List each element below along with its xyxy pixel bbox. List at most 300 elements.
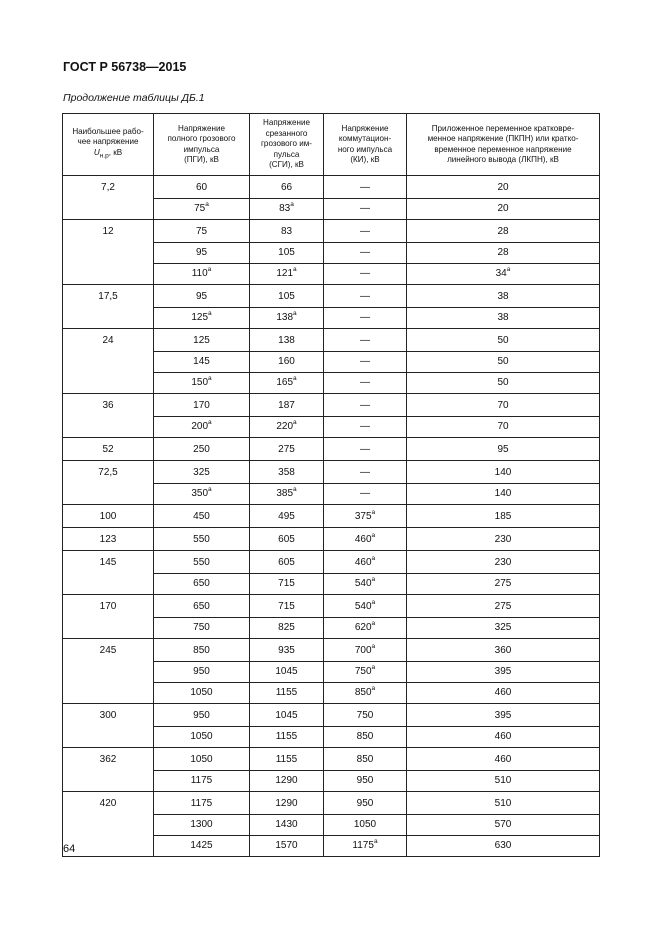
cell-sgi-value: 1430	[275, 819, 298, 830]
footnote-marker: a	[371, 643, 376, 650]
col-header-rated-voltage: Наибольшее рабо- чее напряжение $U_{н.р}$, кВ	[63, 114, 154, 176]
cell-pgi-value: 1175	[190, 775, 213, 786]
cell-pkpn	[407, 771, 600, 792]
cell-rated-voltage: 12	[63, 220, 154, 285]
cell-ki	[324, 505, 407, 528]
cell-pkpn	[407, 352, 600, 373]
cell-pkpn-value: 510	[494, 798, 512, 809]
table-body	[63, 176, 600, 857]
cell-pgi	[154, 176, 250, 199]
voltage-table	[62, 113, 600, 857]
cell-pgi-value: 750	[193, 622, 210, 633]
cell-pkpn	[407, 618, 600, 639]
cell-pgi-value: 75	[194, 203, 206, 214]
cell-ki-value: —	[360, 226, 370, 237]
cell-ki-value: —	[360, 488, 370, 499]
cell-pgi-value: 60	[195, 182, 208, 193]
cell-sgi	[250, 220, 324, 243]
cell-rated-voltage: 170	[63, 595, 154, 639]
cell-sgi	[250, 815, 324, 836]
cell-pkpn	[407, 704, 600, 727]
cell-sgi-value: 275	[278, 444, 295, 455]
cell-pkpn	[407, 528, 600, 551]
cell-ki	[324, 815, 407, 836]
col-header-pgi: Напряжение полного грозового импульса (ПГИ), кВ	[154, 114, 250, 176]
cell-sgi-value: 165	[276, 377, 294, 388]
cell-pkpn-value: 50	[497, 377, 509, 388]
table-row	[63, 394, 600, 417]
cell-sgi-value: 605	[278, 534, 295, 545]
cell-ki-value: 375	[354, 511, 372, 522]
cell-ki-value: 850	[356, 754, 374, 765]
cell-rated-voltage: 72,5	[63, 461, 154, 505]
cell-pkpn-value: 70	[497, 421, 509, 432]
cell-pgi-value: 125	[193, 335, 210, 346]
cell-pkpn-value: 34	[495, 268, 507, 279]
cell-ki	[324, 662, 407, 683]
cell-sgi	[250, 505, 324, 528]
cell-pkpn-value: 28	[497, 226, 509, 237]
cell-pgi-value: 95	[195, 291, 208, 302]
cell-ki	[324, 727, 407, 748]
cell-sgi-value: 66	[280, 182, 293, 193]
cell-rated-voltage: 7,2	[63, 176, 154, 220]
cell-sgi	[250, 574, 324, 595]
cell-pkpn	[407, 815, 600, 836]
cell-sgi	[250, 394, 324, 417]
cell-pgi-value: 950	[193, 666, 210, 677]
col-header-pkpn: Приложенное переменное кратковре- менное напряжение (ПКПН) или кратко- временное переменное напряжение линейного вывода (ЛКПН), кВ	[407, 114, 600, 176]
cell-pgi	[154, 528, 250, 551]
cell-ki-value: 700	[354, 645, 372, 656]
col-header-sgi: Напряжение срезанного грозового им- пульса (СГИ), кВ	[250, 114, 324, 176]
cell-sgi-value: 495	[278, 511, 295, 522]
footnote-marker: a	[208, 310, 212, 317]
footnote-marker: a	[207, 266, 212, 273]
cell-rated-voltage: 123	[63, 528, 154, 551]
cell-pgi	[154, 417, 250, 438]
cell-sgi	[250, 727, 324, 748]
cell-pgi	[154, 836, 250, 857]
cell-ki-value: —	[360, 335, 370, 346]
col-header-ki: Напряжение коммутацион- ного импульса (КИ), кВ	[324, 114, 407, 176]
cell-ki	[324, 484, 407, 505]
cell-ki-value: —	[360, 203, 370, 214]
cell-ki-value: —	[360, 467, 370, 478]
footnote-marker: a	[293, 266, 297, 273]
cell-sgi-value: 138	[276, 312, 294, 323]
cell-ki-value: 460	[354, 557, 372, 568]
cell-rated-voltage: 362	[63, 748, 154, 792]
table-caption: Продолжение таблицы ДБ.1	[63, 92, 205, 104]
table-header	[63, 114, 600, 176]
cell-ki-value: 1175	[352, 840, 374, 851]
cell-pgi	[154, 329, 250, 352]
cell-ki	[324, 417, 407, 438]
cell-rated-voltage: 24	[63, 329, 154, 394]
cell-sgi-value: 220	[276, 421, 294, 432]
cell-ki	[324, 243, 407, 264]
cell-pkpn	[407, 792, 600, 815]
cell-sgi	[250, 352, 324, 373]
cell-sgi-value: 138	[278, 335, 295, 346]
cell-pkpn	[407, 220, 600, 243]
cell-sgi	[250, 704, 324, 727]
cell-pgi	[154, 639, 250, 662]
cell-ki-value: —	[360, 312, 370, 323]
cell-pkpn-value: 360	[494, 645, 512, 656]
table-row	[63, 595, 600, 618]
cell-pkpn-value: 230	[494, 534, 512, 545]
cell-pgi-value: 850	[193, 645, 210, 656]
cell-pkpn	[407, 836, 600, 857]
cell-pgi-value: 550	[193, 534, 210, 545]
cell-pkpn	[407, 438, 600, 461]
cell-ki-value: —	[360, 268, 370, 279]
cell-pkpn-value: 395	[494, 666, 512, 677]
cell-ki-value: —	[360, 247, 370, 258]
table-row	[63, 285, 600, 308]
cell-pkpn-value: 460	[494, 687, 512, 698]
cell-pkpn	[407, 505, 600, 528]
footnote-marker: a	[371, 555, 376, 562]
cell-pgi	[154, 373, 250, 394]
cell-ki-value: —	[360, 356, 370, 367]
cell-ki	[324, 220, 407, 243]
cell-pkpn-value: 95	[497, 444, 509, 455]
cell-sgi	[250, 662, 324, 683]
cell-pgi	[154, 574, 250, 595]
cell-rated-voltage: 17,5	[63, 285, 154, 329]
cell-sgi	[250, 264, 324, 285]
cell-pkpn	[407, 683, 600, 704]
cell-ki-value: 750	[354, 666, 372, 677]
cell-pgi	[154, 243, 250, 264]
cell-sgi	[250, 484, 324, 505]
cell-sgi	[250, 329, 324, 352]
cell-pkpn-value: 140	[494, 467, 512, 478]
cell-sgi-value: 1045	[275, 666, 298, 677]
cell-sgi-value: 121	[276, 268, 294, 279]
cell-pkpn-value: 70	[497, 400, 509, 411]
table-row	[63, 505, 600, 528]
cell-sgi-value: 83	[280, 226, 293, 237]
cell-pkpn-value: 570	[494, 819, 512, 830]
cell-pgi	[154, 815, 250, 836]
cell-sgi-value: 1155	[275, 731, 298, 742]
cell-ki-value: 540	[354, 578, 372, 589]
footnote-marker: a	[373, 838, 378, 845]
cell-pkpn	[407, 285, 600, 308]
cell-pgi-value: 1300	[190, 819, 213, 830]
cell-rated-voltage: 100	[63, 505, 154, 528]
cell-pgi	[154, 199, 250, 220]
cell-pkpn	[407, 484, 600, 505]
cell-pkpn	[407, 308, 600, 329]
cell-ki-value: 540	[354, 601, 372, 612]
cell-pgi-value: 150	[191, 377, 209, 388]
cell-ki	[324, 438, 407, 461]
cell-pkpn-value: 275	[494, 601, 512, 612]
cell-ki-value: 850	[354, 687, 372, 698]
cell-rated-voltage: 52	[63, 438, 154, 461]
cell-pgi	[154, 264, 250, 285]
cell-sgi	[250, 748, 324, 771]
cell-sgi-value: 825	[278, 622, 295, 633]
cell-ki	[324, 352, 407, 373]
cell-sgi	[250, 618, 324, 639]
cell-sgi	[250, 199, 324, 220]
cell-pgi	[154, 484, 250, 505]
cell-sgi-value: 83	[279, 203, 291, 214]
cell-pkpn	[407, 373, 600, 394]
cell-pgi	[154, 792, 250, 815]
cell-sgi	[250, 551, 324, 574]
cell-pkpn-value: 20	[497, 203, 509, 214]
cell-sgi-value: 1045	[275, 710, 298, 721]
cell-pgi-value: 650	[193, 578, 210, 589]
cell-ki	[324, 329, 407, 352]
cell-pkpn	[407, 394, 600, 417]
cell-sgi-value: 1570	[275, 840, 298, 851]
cell-sgi	[250, 285, 324, 308]
footnote-marker: a	[293, 486, 297, 493]
footnote-marker: a	[371, 599, 376, 606]
cell-ki	[324, 618, 407, 639]
footnote-marker: a	[371, 576, 376, 583]
cell-sgi-value: 935	[278, 645, 295, 656]
cell-rated-voltage: 300	[63, 704, 154, 748]
cell-pgi	[154, 394, 250, 417]
table-row	[63, 461, 600, 484]
cell-pgi-value: 110	[191, 268, 208, 279]
cell-pgi-value: 1175	[190, 798, 213, 809]
cell-pgi	[154, 595, 250, 618]
cell-pkpn	[407, 199, 600, 220]
cell-rated-voltage: 36	[63, 394, 154, 438]
cell-ki	[324, 394, 407, 417]
cell-pgi	[154, 438, 250, 461]
footnote-marker: a	[208, 419, 212, 426]
cell-sgi	[250, 792, 324, 815]
cell-ki	[324, 461, 407, 484]
rated-voltage-symbol: $U_{н.р}$, кВ	[93, 147, 123, 160]
footnote-marker: a	[371, 664, 376, 671]
cell-pgi-value: 450	[193, 511, 210, 522]
footnote-marker: a	[293, 419, 297, 426]
cell-sgi-value: 1155	[275, 687, 298, 698]
cell-pkpn-value: 185	[494, 511, 512, 522]
cell-pgi-value: 95	[195, 247, 208, 258]
cell-rated-voltage: 145	[63, 551, 154, 595]
cell-pgi	[154, 618, 250, 639]
cell-pgi-value: 350	[191, 488, 209, 499]
cell-sgi-value: 1290	[275, 798, 298, 809]
cell-pkpn	[407, 639, 600, 662]
cell-pkpn	[407, 662, 600, 683]
cell-ki-value: —	[360, 291, 370, 302]
cell-pgi	[154, 308, 250, 329]
footnote-marker: a	[371, 509, 376, 516]
cell-pkpn-value: 38	[497, 291, 509, 302]
cell-sgi-value: 1155	[275, 754, 298, 765]
cell-pgi	[154, 771, 250, 792]
cell-sgi	[250, 639, 324, 662]
cell-sgi	[250, 308, 324, 329]
cell-ki-value: 750	[356, 710, 374, 721]
cell-sgi	[250, 683, 324, 704]
cell-ki	[324, 551, 407, 574]
cell-pkpn-value: 395	[494, 710, 512, 721]
cell-pkpn	[407, 748, 600, 771]
cell-pgi	[154, 285, 250, 308]
cell-pgi	[154, 461, 250, 484]
cell-ki	[324, 792, 407, 815]
cell-ki-value: —	[360, 421, 370, 432]
footnote-marker: a	[371, 532, 376, 539]
cell-pkpn	[407, 727, 600, 748]
cell-pkpn-value: 510	[494, 775, 512, 786]
cell-sgi-value: 605	[278, 557, 295, 568]
cell-sgi-value: 1290	[275, 775, 298, 786]
table-row	[63, 176, 600, 199]
cell-pkpn-value: 275	[494, 578, 512, 589]
cell-pgi-value: 1425	[190, 840, 213, 851]
table-row	[63, 551, 600, 574]
cell-ki-value: 950	[356, 798, 374, 809]
cell-ki	[324, 683, 407, 704]
cell-ki	[324, 308, 407, 329]
cell-pgi	[154, 683, 250, 704]
cell-ki	[324, 748, 407, 771]
cell-sgi	[250, 461, 324, 484]
cell-ki	[324, 574, 407, 595]
cell-pgi-value: 1050	[190, 754, 213, 765]
cell-pkpn	[407, 574, 600, 595]
cell-sgi	[250, 438, 324, 461]
cell-ki	[324, 528, 407, 551]
cell-pgi-value: 1050	[190, 731, 213, 742]
footnote-marker: a	[371, 620, 376, 627]
table-row	[63, 639, 600, 662]
cell-ki-value: —	[360, 377, 370, 388]
cell-pgi	[154, 352, 250, 373]
cell-ki	[324, 639, 407, 662]
cell-pkpn	[407, 329, 600, 352]
cell-ki	[324, 836, 407, 857]
cell-ki-value: —	[360, 444, 370, 455]
cell-rated-voltage: 245	[63, 639, 154, 704]
page-number: 64	[63, 843, 76, 855]
cell-sgi-value: 187	[278, 400, 295, 411]
cell-pkpn	[407, 417, 600, 438]
cell-ki	[324, 595, 407, 618]
cell-sgi-value: 715	[278, 578, 295, 589]
cell-ki	[324, 771, 407, 792]
table-row	[63, 528, 600, 551]
cell-pkpn-value: 460	[494, 731, 512, 742]
cell-pkpn-value: 28	[497, 247, 509, 258]
cell-ki-value: 850	[356, 731, 374, 742]
cell-pgi-value: 125	[191, 312, 209, 323]
cell-pkpn-value: 20	[497, 182, 509, 193]
cell-pgi	[154, 748, 250, 771]
cell-ki	[324, 199, 407, 220]
cell-pgi	[154, 727, 250, 748]
cell-pkpn	[407, 176, 600, 199]
table-row	[63, 438, 600, 461]
cell-pgi	[154, 662, 250, 683]
table-row	[63, 704, 600, 727]
cell-ki-value: —	[360, 182, 370, 193]
cell-sgi-value: 105	[278, 291, 295, 302]
footnote-marker: a	[371, 685, 376, 692]
footnote-marker: a	[506, 266, 511, 273]
cell-sgi-value: 358	[278, 467, 295, 478]
cell-sgi	[250, 243, 324, 264]
cell-sgi	[250, 373, 324, 394]
cell-pkpn-value: 140	[494, 488, 512, 499]
footnote-marker: a	[205, 201, 209, 208]
cell-pgi	[154, 505, 250, 528]
cell-pgi	[154, 704, 250, 727]
cell-ki-value: 1050	[353, 819, 377, 830]
cell-sgi-value: 715	[278, 601, 295, 612]
table-row	[63, 220, 600, 243]
cell-sgi	[250, 528, 324, 551]
cell-ki	[324, 704, 407, 727]
table-row	[63, 329, 600, 352]
cell-pgi-value: 550	[193, 557, 210, 568]
cell-pkpn	[407, 461, 600, 484]
cell-pgi	[154, 220, 250, 243]
cell-pgi-value: 250	[193, 444, 210, 455]
cell-sgi	[250, 417, 324, 438]
cell-pkpn-value: 38	[497, 312, 509, 323]
table-row	[63, 792, 600, 815]
cell-pkpn	[407, 243, 600, 264]
cell-ki-value: 620	[354, 622, 372, 633]
cell-sgi	[250, 836, 324, 857]
footnote-marker: a	[293, 375, 297, 382]
cell-pgi-value: 170	[193, 400, 210, 411]
cell-ki	[324, 176, 407, 199]
cell-ki-value: —	[360, 400, 370, 411]
cell-pgi-value: 1050	[190, 687, 213, 698]
cell-ki-value: 460	[354, 534, 372, 545]
footnote-marker: a	[290, 201, 294, 208]
cell-ki	[324, 373, 407, 394]
cell-pkpn-value: 50	[497, 335, 509, 346]
cell-sgi-value: 105	[278, 247, 295, 258]
footnote-marker: a	[293, 310, 297, 317]
cell-pgi-value: 650	[193, 601, 210, 612]
cell-pkpn	[407, 595, 600, 618]
footnote-marker: a	[208, 486, 212, 493]
cell-pgi-value: 950	[193, 710, 210, 721]
cell-pgi	[154, 551, 250, 574]
cell-rated-voltage: 420	[63, 792, 154, 857]
cell-pkpn	[407, 264, 600, 285]
cell-pkpn-value: 50	[497, 356, 509, 367]
cell-sgi	[250, 771, 324, 792]
cell-pgi-value: 145	[193, 356, 210, 367]
cell-sgi	[250, 595, 324, 618]
cell-pkpn-value: 230	[494, 557, 512, 568]
cell-sgi	[250, 176, 324, 199]
cell-pgi-value: 75	[195, 226, 208, 237]
footnote-marker: a	[208, 375, 212, 382]
